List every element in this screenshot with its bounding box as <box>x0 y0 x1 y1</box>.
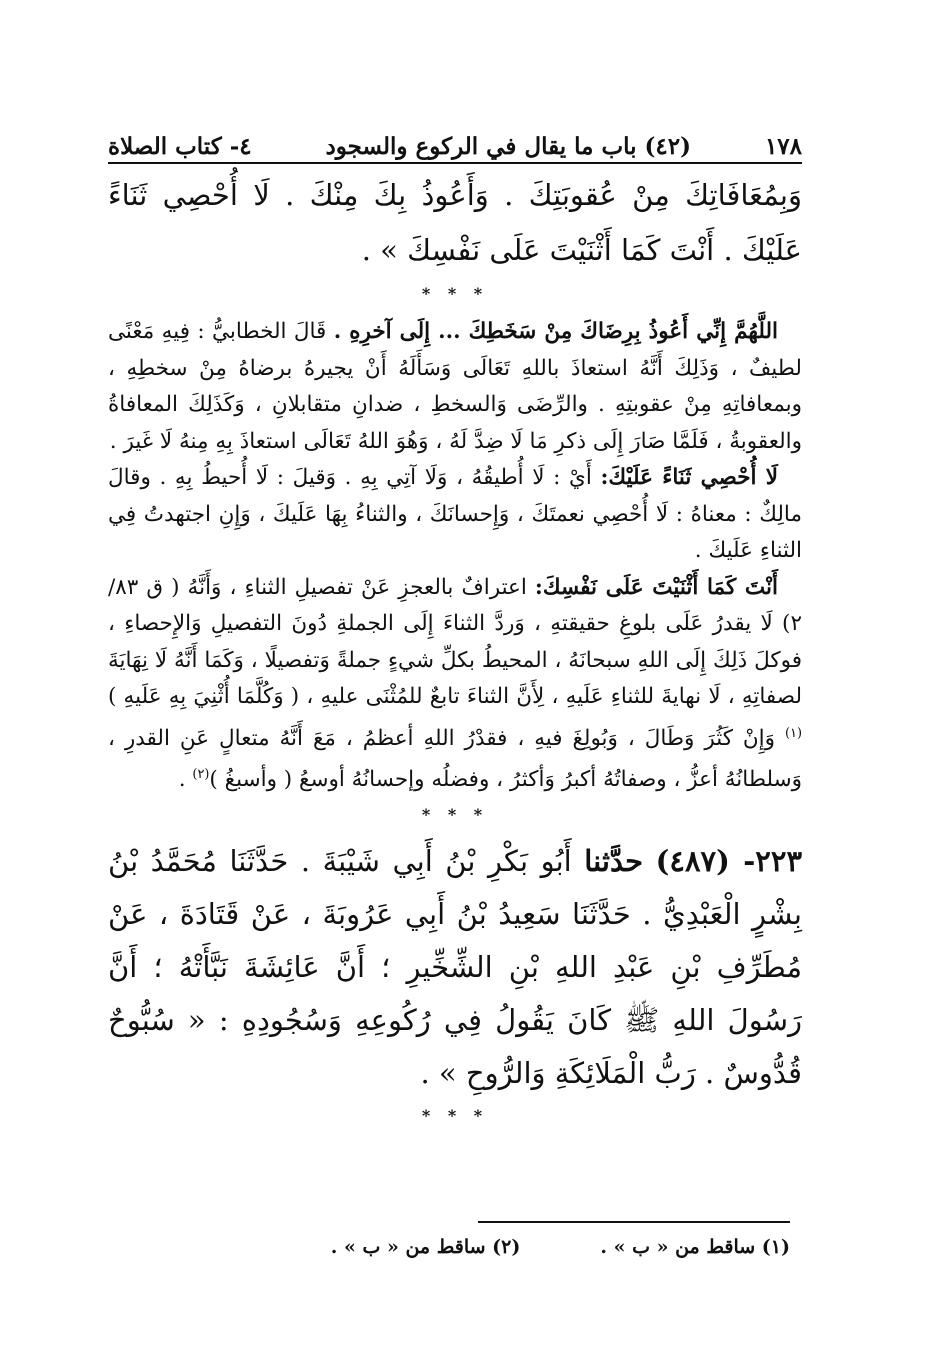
header-rule <box>108 162 802 164</box>
footnote-rule <box>478 1221 790 1223</box>
hadith-paragraph <box>108 835 802 1100</box>
footnote-ref-2: (٢) <box>192 767 210 783</box>
hadith-opening: حدَّثنا <box>584 843 644 878</box>
separator-3: * * * <box>421 1105 489 1125</box>
footnote-ref-1: (١) <box>785 725 802 741</box>
commentary-lemma-3: أَنْتَ كَمَا أَثْنَيْتَ عَلَى نَفْسِكَ: <box>534 574 778 600</box>
commentary-paragraph-2 <box>108 460 802 570</box>
commentary <box>108 314 802 799</box>
commentary-body-2: أَيْ : لَا أُطيقُهُ ، وَلَا آتِي بِهِ . وَقيلَ : لَا أُحيطُ بِهِ . وقالَ مالِكٌ : معناهُ : لَا أُحْصِي نعمتَكَ ، وَإِحسانَكَ ، والثناءُ بِهَا عَلَيكَ ، وَإِنِ اجتهدتُ فِي الثناءِ عَلَيكَ . <box>108 465 802 563</box>
hadith-text: أَبُو بَكْرِ بْنُ أَبِي شَيْبَةَ . حَدَّثَنَا مُحَمَّدُ بْنُ بِشْرٍ الْعَبْدِيُّ . حَدَّثَنَا سَعِيدُ بْنُ أَبِي عَرُوبَةَ ، عَنْ قَتَادَةَ ، عَنْ مُطَرِّفِ بْنِ عَبْدِ اللهِ بْنِ الشِّخِّيرِ ؛ أَنَّ عَائِشَةَ نَبَّأَتْهُ ؛ أَنَّ رَسُولَ اللهِ ﷺ كَانَ يَقُولُ فِي رُكُوعِهِ وَسُجُودِهِ : « سُبُّوحٌ قُدُّوسٌ . رَبُّ الْمَلَائِكَةِ وَالرُّوحِ » . <box>108 843 802 1090</box>
commentary-body-3b: وَإِنْ كَثُرَ وَطَالَ ، وَبُولِغَ فيهِ ، فقدْرُ اللهِ أعظمُ ، مَعَ أَنَّهُ متعالٍ عَنِ القدرِ ، وَسلطانُهُ أعزُّ ، وصفاتُهُ أكبرُ وَأكثرُ ، وفضلُه وإحسانُهُ أوسعُ ( وأسبغُ ) <box>108 725 802 793</box>
separator-1: * * * <box>421 284 489 303</box>
commentary-lemma-1: اللَّهُمَّ إِنِّي أَعُوذُ بِرِضَاكَ مِنْ سَخَطِكَ ... إِلَى آخرِهِ . <box>333 319 778 344</box>
commentary-end: . <box>178 767 186 793</box>
footnotes <box>250 1234 790 1260</box>
footnote-1: (١) ساقط من « ب » . <box>600 1236 790 1258</box>
commentary-paragraph-1 <box>108 314 802 460</box>
book-title: ٤- كتاب الصلاة <box>108 133 252 160</box>
commentary-body-1: قَالَ الخطابيُّ : فِيهِ مَعْنًى لطيفٌ ، وَذَلِكَ أَنَّهُ استعاذَ باللهِ تَعَالَى وَسَأَلَهُ أَنْ يجيرهُ برضاهُ مِنْ سخطِهِ ، وبمعافاتِهِ مِنْ عقوبتِهِ . والرِّضَى وَالسخطِ ، ضدانِ متقابلانِ ، وَكَذَلِكَ المعافاةُ والعقوبةُ ، فَلَمَّا صَارَ إِلَى ذكرِ مَا لَا ضِدَّ لَهُ ، وَهُوَ اللهُ تَعَالَى استعاذَ بِهِ مِنهُ لَا غَيرَ . <box>108 319 802 454</box>
commentary-lemma-2: لَا أُحْصِي ثَنَاءً عَلَيْكَ: <box>600 465 779 490</box>
commentary-paragraph-3 <box>108 570 802 799</box>
commentary-body-3a: اعترافٌ بالعجزِ عَنْ تفصيلِ الثناءِ ، وَأَنَّهُ ( ق ٨٣/ ٢) لَا يقدرُ عَلَى بلوغِ حقيقتهِ ، وَردَّ الثناءَ إِلَى الجملةِ دُونَ التفصيلِ وَالإِحصاءِ ، فوكلَ ذَلِكَ إِلَى اللهِ سبحانَهُ ، المحيطُ بكلِّ شيءٍ جملةً وَتفصيلًا ، وَكَمَا أَنَّهُ لَا نِهَايَةَ لصفاتِهِ ، لَا نهايةَ للثناءِ عَلَيهِ ، لِأَنَّ الثناءَ تابعٌ للمُثْنَى عليهِ ، ( وَكُلَّمَا أُثْنِيَ بِهِ عَلَيهِ ) <box>108 574 802 709</box>
hadith-number: ٢٢٣- (٤٨٧) <box>655 843 803 878</box>
footnote-2: (٢) ساقط من « ب » . <box>330 1236 521 1258</box>
opening-hadith-text: وَبِمُعَافَاتِكَ مِنْ عُقوبَتِكَ . وَأَعُوذُ بِكَ مِنْكَ . لَا أُحْصِي ثَنَاءً عَلَيْكَ . أَنْتَ كَمَا أَثْنَيْتَ عَلَى نَفْسِكَ » . <box>108 178 802 267</box>
chapter-title: (٤٢) باب ما يقال في الركوع والسجود <box>325 133 692 160</box>
page-number: ١٧٨ <box>764 133 802 160</box>
page-header <box>108 118 802 158</box>
separator-2: * * * <box>421 804 489 824</box>
main-text <box>108 168 802 1136</box>
